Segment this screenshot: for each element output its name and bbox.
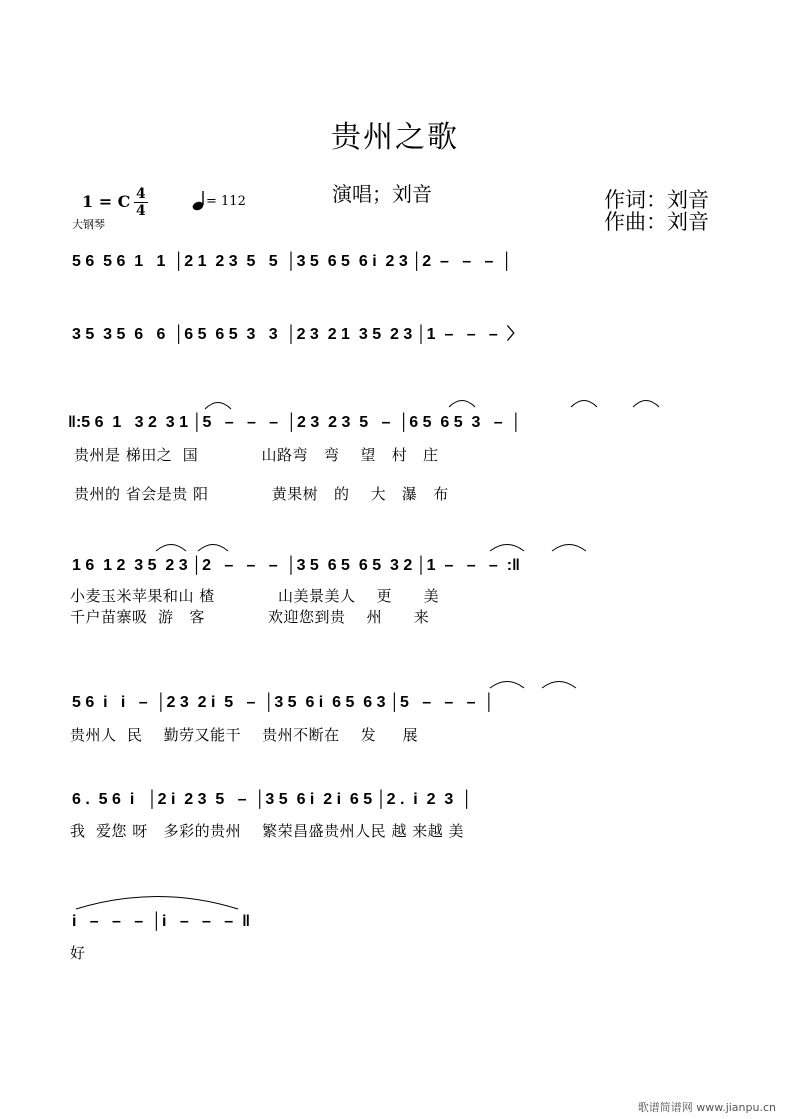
notation-line: 6 . 5 6 i │2 i 2 3 5 – │3 5 6 i 2 i 6 5 │2 . i 2 3 │: [72, 791, 473, 808]
tempo-marking: = 112: [206, 194, 246, 209]
lyric-line-1: 我 爱您 呀 多彩的贵州 繁荣昌盛贵州人民 越 来越 美: [70, 822, 464, 840]
slur: [198, 545, 228, 552]
notation-line: 1 6 1 2 3 5 2 3 │2 – – – │3 5 6 5 6 5 3 2 │1 – – – :‖: [72, 557, 520, 574]
notation-line: 5 6 i i – │2 3 2 i 5 – │3 5 6 i 6 5 6 3 │5 – – – │: [72, 694, 495, 711]
composer-credit: 作曲：刘音: [604, 210, 709, 234]
slur: [552, 545, 586, 552]
lyric-line-2: 千户苗寨吸 游 客 欢迎您到贵 州 来: [70, 608, 430, 626]
slur: [76, 897, 238, 910]
slur: [205, 403, 231, 410]
time-signature-bottom: 4: [136, 203, 146, 219]
slur: [542, 682, 576, 689]
lyric-line-2: 贵州的 省会是贵 阳 黄果树 的 大 瀑 布: [74, 485, 449, 503]
site-watermark: 歌谱简谱网 www.jianpu.cn: [637, 1101, 776, 1114]
lyricist-credit: 作词：刘音: [604, 188, 709, 212]
notation-line: 5 6 5 6 1 1 │2 1 2 3 5 5 │3 5 6 5 6 i 2 3 │2 – – – │: [72, 253, 513, 270]
time-signature-top: 4: [136, 186, 146, 202]
song-title: 贵州之歌: [331, 120, 459, 155]
notation-line: ‖:5 6 1 3 2 3 1 │5 – – – │2 3 2 3 5 – │6 5 6 5 3 – │: [68, 414, 522, 431]
slur: [571, 401, 597, 408]
instrument-label: 大钢琴: [72, 218, 105, 231]
notation-line: i – – – │i – – – ‖: [72, 913, 251, 930]
slur: [633, 401, 659, 408]
slur: [156, 545, 186, 552]
key-signature: 1 = C: [82, 192, 131, 211]
lyric-line-1: 贵州是 梯田之 国 山路弯 弯 望 村 庄: [74, 446, 439, 464]
slur: [449, 401, 475, 408]
lyric-line-1: 贵州人 民 勤劳又能干 贵州不断在 发 展: [70, 726, 419, 744]
lyric-line-1: 小麦玉米苹果和山 楂 山美景美人 更 美: [70, 587, 440, 605]
lyric-line-1: 好: [70, 944, 86, 962]
notation-line: 3 5 3 5 6 6 │6 5 6 5 3 3 │2 3 2 1 3 5 2 3 │1 – – – 〉: [72, 326, 523, 343]
slur: [490, 545, 524, 552]
singer-credit: 演唱；刘音: [332, 182, 432, 206]
slur: [490, 682, 524, 689]
